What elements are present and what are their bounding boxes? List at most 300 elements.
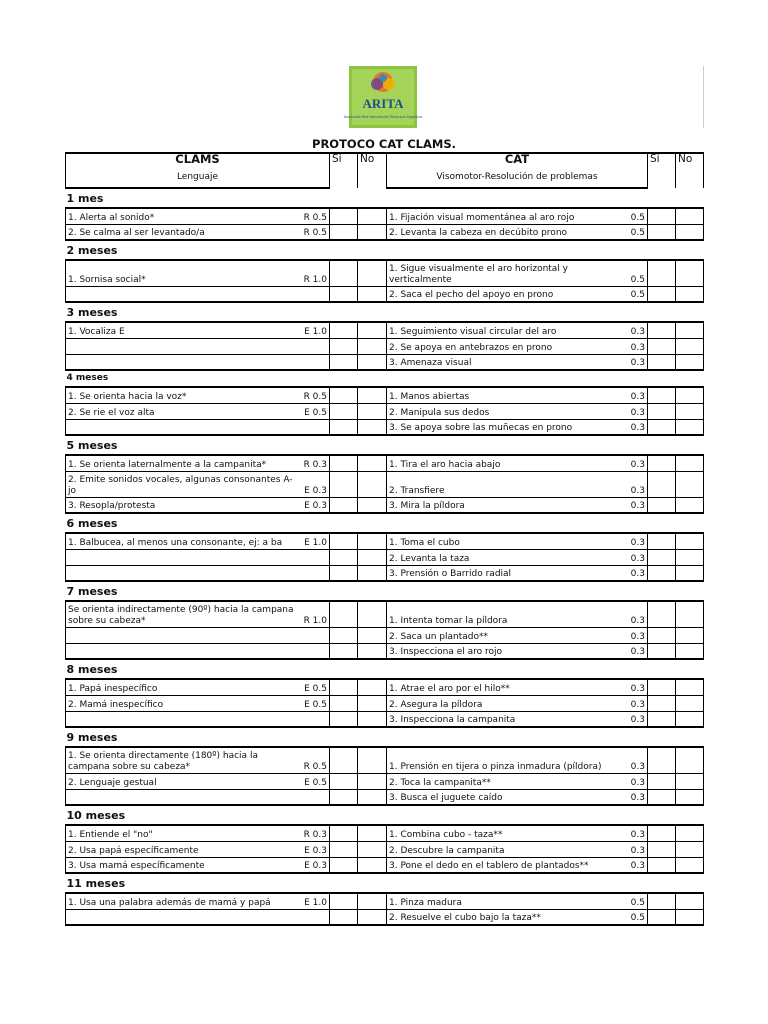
cat-item-text: 2. Asegura la píldora bbox=[389, 699, 483, 710]
cat-si-cell[interactable] bbox=[648, 387, 676, 403]
clams-item-value: R 0.5 bbox=[303, 761, 327, 772]
no-header-cat: No bbox=[676, 153, 704, 188]
cat-item bbox=[387, 322, 648, 338]
clams-item-text: 1. Entiende el "no" bbox=[68, 829, 153, 840]
cat-item bbox=[387, 471, 648, 497]
table-row bbox=[66, 497, 704, 513]
clams-item bbox=[66, 857, 330, 873]
clams-no-cell[interactable] bbox=[358, 601, 387, 627]
cat-no-cell[interactable] bbox=[676, 789, 704, 805]
cat-item bbox=[387, 825, 648, 841]
clams-no-cell[interactable] bbox=[358, 322, 387, 338]
cat-no-cell[interactable] bbox=[676, 455, 704, 471]
cat-item bbox=[387, 549, 648, 565]
clams-item bbox=[66, 627, 330, 643]
cat-item-text: 2. Transfiere bbox=[389, 485, 445, 496]
table-row bbox=[66, 387, 704, 403]
cat-no-cell[interactable] bbox=[676, 354, 704, 370]
cat-item bbox=[387, 841, 648, 857]
cat-si-cell[interactable] bbox=[648, 224, 676, 240]
cat-no-cell[interactable] bbox=[676, 419, 704, 435]
clams-item-value: E 0.5 bbox=[304, 683, 327, 694]
cat-item bbox=[387, 224, 648, 240]
clams-no-cell[interactable] bbox=[358, 338, 387, 354]
clams-item-value: R 0.3 bbox=[303, 459, 327, 470]
si-header-cat: Si bbox=[648, 153, 676, 188]
si-header-clams: Si bbox=[330, 153, 358, 188]
cat-item-value: 0.5 bbox=[630, 228, 645, 238]
clams-si-cell[interactable] bbox=[330, 403, 358, 419]
clams-no-cell[interactable] bbox=[358, 260, 387, 286]
cat-no-cell[interactable] bbox=[676, 338, 704, 354]
clams-item bbox=[66, 322, 330, 338]
clams-si-cell[interactable] bbox=[330, 387, 358, 403]
table-row bbox=[66, 533, 704, 549]
clams-item-value: E 0.3 bbox=[304, 845, 327, 856]
clams-no-cell[interactable] bbox=[358, 893, 387, 909]
cat-item-text: 1. Toma el cubo bbox=[389, 537, 460, 548]
cat-item-value: 0.3 bbox=[630, 358, 645, 368]
clams-item-text: 1. Alerta al sonido* bbox=[68, 212, 155, 223]
clams-si-cell[interactable] bbox=[330, 471, 358, 497]
cat-item-value: 0.3 bbox=[630, 761, 645, 772]
clams-si-cell[interactable] bbox=[330, 286, 358, 302]
clams-no-cell[interactable] bbox=[358, 565, 387, 581]
table-row bbox=[66, 747, 704, 773]
cat-item-value: 0.3 bbox=[630, 615, 645, 626]
cat-item-value: 0.5 bbox=[630, 897, 645, 908]
cat-item-text: 3. Inspecciona la campanita bbox=[389, 715, 516, 725]
no-header-clams: No bbox=[358, 153, 387, 188]
cat-item-text: 1. Sigue visualmente el aro horizontal y verticalmente bbox=[389, 263, 569, 285]
clams-si-cell[interactable] bbox=[330, 565, 358, 581]
table-row bbox=[66, 260, 704, 286]
table-row bbox=[66, 893, 704, 909]
logo-subtext: Asociación Red Intervención Temprana Argentina bbox=[343, 115, 423, 119]
clams-si-cell[interactable] bbox=[330, 711, 358, 727]
age-heading: 3 meses bbox=[66, 305, 118, 319]
cat-no-cell[interactable] bbox=[676, 533, 704, 549]
cat-item-text: 1. Fijación visual momentánea al aro rojo bbox=[389, 212, 575, 223]
cat-no-cell[interactable] bbox=[676, 679, 704, 695]
clams-si-cell[interactable] bbox=[330, 773, 358, 789]
cat-si-cell[interactable] bbox=[648, 286, 676, 302]
cat-item bbox=[387, 711, 648, 727]
clams-item-text: 2. Se rie el voz alta bbox=[68, 407, 155, 418]
clams-no-cell[interactable] bbox=[358, 695, 387, 711]
cat-no-cell[interactable] bbox=[676, 471, 704, 497]
clams-si-cell[interactable] bbox=[330, 455, 358, 471]
cat-item-value: 0.3 bbox=[630, 537, 645, 548]
cat-si-cell[interactable] bbox=[648, 789, 676, 805]
cat-header: CAT bbox=[387, 153, 648, 172]
clams-si-cell[interactable] bbox=[330, 419, 358, 435]
cat-item bbox=[387, 260, 648, 286]
table-row bbox=[66, 403, 704, 419]
table-row bbox=[66, 286, 704, 302]
cat-no-cell[interactable] bbox=[676, 322, 704, 338]
cat-item-text: 2. Se apoya en antebrazos en prono bbox=[389, 342, 553, 353]
clams-item bbox=[66, 893, 330, 909]
cat-si-cell[interactable] bbox=[648, 643, 676, 659]
age-heading: 8 meses bbox=[66, 662, 118, 676]
clams-si-cell[interactable] bbox=[330, 549, 358, 565]
cat-item bbox=[387, 695, 648, 711]
clams-item-value: E 1.0 bbox=[304, 537, 327, 548]
cat-no-cell[interactable] bbox=[676, 825, 704, 841]
protocol-sheet bbox=[65, 152, 703, 926]
clams-no-cell[interactable] bbox=[358, 419, 387, 435]
table-row bbox=[66, 419, 704, 435]
clams-item-text: 1. Se orienta directamente (180º) hacia la campana sobre su cabeza* bbox=[68, 750, 258, 772]
cat-si-cell[interactable] bbox=[648, 679, 676, 695]
clams-item-text: 1. Se orienta laternalmente a la campanita* bbox=[68, 459, 267, 470]
protocol-table bbox=[65, 152, 704, 926]
clams-item-value: E 0.3 bbox=[304, 501, 327, 511]
table-row bbox=[66, 601, 704, 627]
clams-si-cell[interactable] bbox=[330, 601, 358, 627]
cat-si-cell[interactable] bbox=[648, 909, 676, 925]
cat-item-text: 3. Amenaza visual bbox=[389, 358, 472, 368]
cat-item bbox=[387, 789, 648, 805]
cat-si-cell[interactable] bbox=[648, 260, 676, 286]
clams-item bbox=[66, 773, 330, 789]
cat-si-cell[interactable] bbox=[648, 403, 676, 419]
cat-si-cell[interactable] bbox=[648, 893, 676, 909]
clams-si-cell[interactable] bbox=[330, 747, 358, 773]
cat-no-cell[interactable] bbox=[676, 643, 704, 659]
clams-item bbox=[66, 387, 330, 403]
clams-si-cell[interactable] bbox=[330, 893, 358, 909]
table-row bbox=[66, 338, 704, 354]
table-row bbox=[66, 208, 704, 224]
clams-item bbox=[66, 747, 330, 773]
clams-item-value: E 0.3 bbox=[304, 861, 327, 871]
clams-no-cell[interactable] bbox=[358, 354, 387, 370]
cat-item-value: 0.3 bbox=[630, 861, 645, 871]
cat-item-text: 2. Manipula sus dedos bbox=[389, 407, 490, 418]
clams-item-text: 1. Vocaliza E bbox=[68, 326, 125, 337]
clams-no-cell[interactable] bbox=[358, 857, 387, 873]
cat-no-cell[interactable] bbox=[676, 260, 704, 286]
cat-item bbox=[387, 627, 648, 643]
clams-si-cell[interactable] bbox=[330, 627, 358, 643]
clams-si-cell[interactable] bbox=[330, 857, 358, 873]
cat-si-cell[interactable] bbox=[648, 627, 676, 643]
table-row bbox=[66, 549, 704, 565]
cat-item bbox=[387, 679, 648, 695]
clams-no-cell[interactable] bbox=[358, 909, 387, 925]
clams-si-cell[interactable] bbox=[330, 497, 358, 513]
cat-no-cell[interactable] bbox=[676, 403, 704, 419]
clams-no-cell[interactable] bbox=[358, 471, 387, 497]
clams-no-cell[interactable] bbox=[358, 208, 387, 224]
clams-item-text: 2. Emite sonidos vocales, algunas consonantes A-jo bbox=[68, 474, 293, 496]
clams-no-cell[interactable] bbox=[358, 643, 387, 659]
clams-no-cell[interactable] bbox=[358, 533, 387, 549]
clams-item-value: R 1.0 bbox=[303, 274, 327, 285]
clams-item-text: 1. Se orienta hacia la voz* bbox=[68, 391, 187, 402]
cat-item-text: 1. Intenta tomar la píldora bbox=[389, 615, 508, 626]
cat-item-text: 2. Saca un plantado** bbox=[389, 631, 488, 642]
clams-item bbox=[66, 338, 330, 354]
cat-item-value: 0.3 bbox=[630, 501, 645, 511]
clams-item-value: E 1.0 bbox=[304, 897, 327, 908]
clams-si-cell[interactable] bbox=[330, 322, 358, 338]
table-row bbox=[66, 711, 704, 727]
cat-item bbox=[387, 909, 648, 925]
table-row bbox=[66, 565, 704, 581]
clams-si-cell[interactable] bbox=[330, 841, 358, 857]
clams-item bbox=[66, 497, 330, 513]
clams-item bbox=[66, 419, 330, 435]
arita-logo bbox=[343, 66, 423, 128]
age-heading: 9 meses bbox=[66, 730, 118, 744]
cat-item-text: 3. Pone el dedo en el tablero de plantados** bbox=[389, 861, 589, 871]
cat-item-value: 0.3 bbox=[630, 407, 645, 418]
cat-no-cell[interactable] bbox=[676, 711, 704, 727]
cat-item-text: 3. Inspecciona el aro rojo bbox=[389, 647, 503, 657]
clams-subheader: Lenguaje bbox=[66, 172, 330, 188]
clams-no-cell[interactable] bbox=[358, 841, 387, 857]
cat-item-value: 0.3 bbox=[630, 829, 645, 840]
clams-item-text: 1. Sornisa social* bbox=[68, 274, 146, 285]
age-heading: 10 meses bbox=[66, 808, 126, 822]
cat-si-cell[interactable] bbox=[648, 695, 676, 711]
clams-item-text: Se orienta indirectamente (90º) hacia la campana sobre su cabeza* bbox=[68, 604, 294, 626]
clams-item-value: E 0.5 bbox=[304, 777, 327, 788]
cat-no-cell[interactable] bbox=[676, 773, 704, 789]
clams-item bbox=[66, 354, 330, 370]
cat-si-cell[interactable] bbox=[648, 841, 676, 857]
cat-no-cell[interactable] bbox=[676, 841, 704, 857]
clams-no-cell[interactable] bbox=[358, 497, 387, 513]
cat-item-value: 0.5 bbox=[630, 274, 645, 285]
cat-no-cell[interactable] bbox=[676, 909, 704, 925]
logo-text: ARITA bbox=[362, 96, 404, 111]
cat-item bbox=[387, 565, 648, 581]
clams-no-cell[interactable] bbox=[358, 747, 387, 773]
cat-item-value: 0.3 bbox=[630, 342, 645, 353]
cat-item-text: 3. Mira la píldora bbox=[389, 501, 465, 511]
clams-item bbox=[66, 679, 330, 695]
cat-item-value: 0.3 bbox=[630, 715, 645, 725]
cat-item bbox=[387, 893, 648, 909]
cat-item-text: 2. Saca el pecho del apoyo en prono bbox=[389, 290, 554, 300]
clams-item bbox=[66, 711, 330, 727]
cat-item-text: 1. Manos abiertas bbox=[389, 391, 470, 402]
cat-item-text: 1. Tira el aro hacia abajo bbox=[389, 459, 501, 470]
age-heading: 4 meses bbox=[66, 373, 109, 383]
cat-subheader: Visomotor-Resolución de problemas bbox=[387, 172, 648, 188]
cat-si-cell[interactable] bbox=[648, 601, 676, 627]
clams-item bbox=[66, 841, 330, 857]
cat-item-value: 0.3 bbox=[630, 647, 645, 657]
cat-no-cell[interactable] bbox=[676, 857, 704, 873]
clams-si-cell[interactable] bbox=[330, 679, 358, 695]
table-row bbox=[66, 224, 704, 240]
cat-item bbox=[387, 455, 648, 471]
cat-si-cell[interactable] bbox=[648, 455, 676, 471]
clams-item-value: E 0.5 bbox=[304, 407, 327, 418]
cat-si-cell[interactable] bbox=[648, 825, 676, 841]
table-row bbox=[66, 471, 704, 497]
cat-item-text: 2. Descubre la campanita bbox=[389, 845, 505, 856]
cat-no-cell[interactable] bbox=[676, 387, 704, 403]
clams-si-cell[interactable] bbox=[330, 208, 358, 224]
cat-si-cell[interactable] bbox=[648, 711, 676, 727]
cat-item-value: 0.3 bbox=[630, 793, 645, 803]
cat-no-cell[interactable] bbox=[676, 208, 704, 224]
cat-no-cell[interactable] bbox=[676, 286, 704, 302]
clams-si-cell[interactable] bbox=[330, 643, 358, 659]
cat-item bbox=[387, 208, 648, 224]
table-row bbox=[66, 354, 704, 370]
table-row bbox=[66, 841, 704, 857]
clams-item-text: 3. Resopla/protesta bbox=[68, 501, 156, 511]
cat-item bbox=[387, 773, 648, 789]
clams-si-cell[interactable] bbox=[330, 338, 358, 354]
cat-item bbox=[387, 533, 648, 549]
cat-no-cell[interactable] bbox=[676, 601, 704, 627]
cat-item bbox=[387, 643, 648, 659]
page-title: PROTOCO CAT CLAMS. bbox=[312, 137, 456, 151]
clams-item-text: 2. Se calma al ser levantado/a bbox=[68, 228, 205, 238]
cat-no-cell[interactable] bbox=[676, 549, 704, 565]
cat-si-cell[interactable] bbox=[648, 549, 676, 565]
cat-si-cell[interactable] bbox=[648, 533, 676, 549]
clams-item-value: R 0.5 bbox=[303, 212, 327, 223]
clams-header: CLAMS bbox=[66, 153, 330, 172]
cat-item-value: 0.5 bbox=[630, 290, 645, 300]
clams-item bbox=[66, 471, 330, 497]
cat-item bbox=[387, 403, 648, 419]
clams-item bbox=[66, 565, 330, 581]
age-heading: 7 meses bbox=[66, 584, 118, 598]
clams-no-cell[interactable] bbox=[358, 825, 387, 841]
cat-si-cell[interactable] bbox=[648, 322, 676, 338]
clams-si-cell[interactable] bbox=[330, 789, 358, 805]
clams-si-cell[interactable] bbox=[330, 260, 358, 286]
clams-item bbox=[66, 224, 330, 240]
table-row bbox=[66, 322, 704, 338]
cat-no-cell[interactable] bbox=[676, 695, 704, 711]
clams-item-value: E 0.3 bbox=[304, 485, 327, 496]
clams-item-text: 2. Lenguaje gestual bbox=[68, 777, 157, 788]
clams-item bbox=[66, 643, 330, 659]
cat-no-cell[interactable] bbox=[676, 893, 704, 909]
clams-si-cell[interactable] bbox=[330, 224, 358, 240]
clams-no-cell[interactable] bbox=[358, 286, 387, 302]
cat-item bbox=[387, 387, 648, 403]
cat-item-text: 2. Levanta la cabeza en decúbito prono bbox=[389, 228, 568, 238]
age-heading: 5 meses bbox=[66, 438, 118, 452]
age-heading: 6 meses bbox=[66, 516, 118, 530]
clams-no-cell[interactable] bbox=[358, 711, 387, 727]
clams-no-cell[interactable] bbox=[358, 387, 387, 403]
cat-item bbox=[387, 286, 648, 302]
clams-no-cell[interactable] bbox=[358, 789, 387, 805]
clams-no-cell[interactable] bbox=[358, 773, 387, 789]
cat-no-cell[interactable] bbox=[676, 565, 704, 581]
clams-item-text: 2. Mamá inespecífico bbox=[68, 699, 164, 710]
clams-si-cell[interactable] bbox=[330, 695, 358, 711]
cat-item-text: 2. Toca la campanita** bbox=[389, 777, 491, 788]
clams-si-cell[interactable] bbox=[330, 825, 358, 841]
clams-no-cell[interactable] bbox=[358, 549, 387, 565]
cat-item-text: 1. Pinza madura bbox=[389, 897, 462, 908]
table-row bbox=[66, 789, 704, 805]
cat-si-cell[interactable] bbox=[648, 419, 676, 435]
cat-si-cell[interactable] bbox=[648, 857, 676, 873]
clams-no-cell[interactable] bbox=[358, 403, 387, 419]
cat-si-cell[interactable] bbox=[648, 747, 676, 773]
clams-item bbox=[66, 825, 330, 841]
cat-no-cell[interactable] bbox=[676, 627, 704, 643]
cat-no-cell[interactable] bbox=[676, 224, 704, 240]
clams-no-cell[interactable] bbox=[358, 455, 387, 471]
clams-si-cell[interactable] bbox=[330, 909, 358, 925]
clams-item bbox=[66, 208, 330, 224]
cat-si-cell[interactable] bbox=[648, 471, 676, 497]
cat-item-text: 1. Seguimiento visual circular del aro bbox=[389, 326, 557, 337]
clams-no-cell[interactable] bbox=[358, 224, 387, 240]
cat-item-value: 0.3 bbox=[630, 845, 645, 856]
clams-no-cell[interactable] bbox=[358, 679, 387, 695]
cat-item-value: 0.5 bbox=[630, 212, 645, 223]
cat-item-value: 0.3 bbox=[630, 423, 645, 433]
clams-item-text: 1. Balbucea, al menos una consonante, ej: a ba bbox=[68, 537, 283, 548]
clams-item bbox=[66, 403, 330, 419]
clams-si-cell[interactable] bbox=[330, 533, 358, 549]
cat-si-cell[interactable] bbox=[648, 208, 676, 224]
cat-si-cell[interactable] bbox=[648, 565, 676, 581]
cat-item bbox=[387, 419, 648, 435]
table-row bbox=[66, 627, 704, 643]
clams-item-text: 3. Usa mamá específicamente bbox=[68, 861, 205, 871]
cat-item-value: 0.3 bbox=[630, 391, 645, 402]
cat-item-value: 0.3 bbox=[630, 553, 645, 564]
cat-no-cell[interactable] bbox=[676, 747, 704, 773]
cat-item bbox=[387, 354, 648, 370]
clams-item bbox=[66, 601, 330, 627]
cat-si-cell[interactable] bbox=[648, 338, 676, 354]
cat-item-value: 0.3 bbox=[630, 777, 645, 788]
cat-item bbox=[387, 497, 648, 513]
clams-item bbox=[66, 549, 330, 565]
cat-si-cell[interactable] bbox=[648, 354, 676, 370]
cat-no-cell[interactable] bbox=[676, 497, 704, 513]
cat-si-cell[interactable] bbox=[648, 497, 676, 513]
age-heading: 1 mes bbox=[66, 191, 104, 205]
clams-item bbox=[66, 909, 330, 925]
age-heading: 2 meses bbox=[66, 243, 118, 257]
clams-item bbox=[66, 695, 330, 711]
cat-si-cell[interactable] bbox=[648, 773, 676, 789]
clams-item-text: 2. Usa papá específicamente bbox=[68, 845, 199, 856]
cat-item-text: 2. Levanta la taza bbox=[389, 553, 470, 564]
clams-item-value: E 0.5 bbox=[304, 699, 327, 710]
table-row bbox=[66, 455, 704, 471]
clams-si-cell[interactable] bbox=[330, 354, 358, 370]
age-heading: 11 meses bbox=[66, 876, 126, 890]
cat-item-text: 3. Se apoya sobre las muñecas en prono bbox=[389, 423, 573, 433]
cat-item-value: 0.3 bbox=[630, 683, 645, 694]
clams-no-cell[interactable] bbox=[358, 627, 387, 643]
clams-item-value: E 1.0 bbox=[304, 326, 327, 337]
cat-item-text: 1. Prensión en tijera o pinza inmadura (píldora) bbox=[389, 761, 602, 772]
clams-item-value: R 0.5 bbox=[303, 391, 327, 402]
